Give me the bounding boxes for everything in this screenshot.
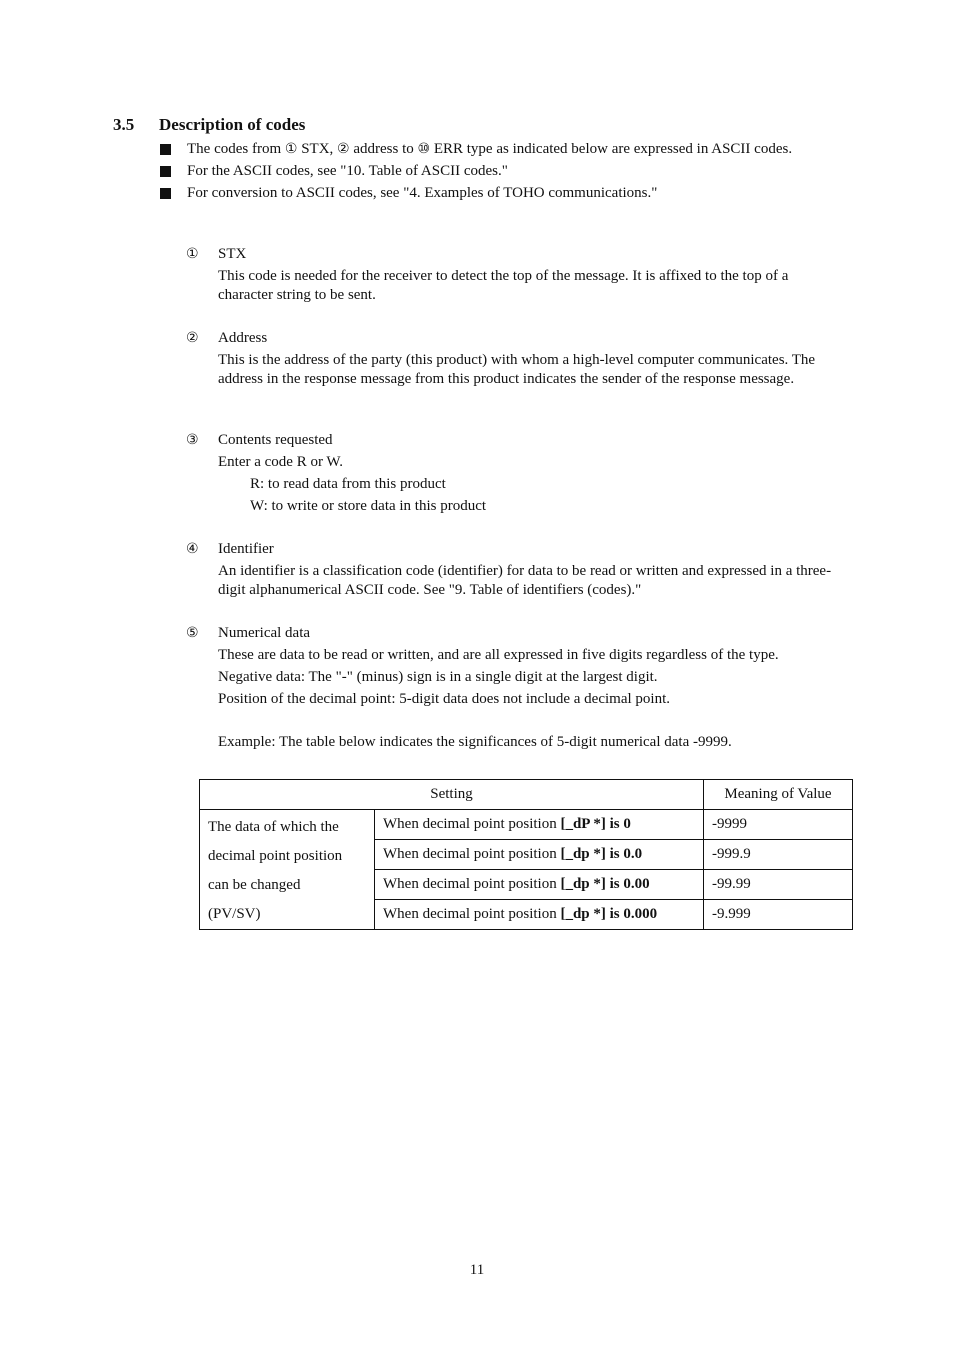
item-description: Enter a code R or W.: [218, 454, 343, 470]
bullet-item: [160, 184, 840, 203]
setting-cell: [375, 870, 704, 900]
example-text: Example: The table below indicates the significances of 5-digit numerical data -9999.: [218, 734, 732, 750]
circled-number: ④: [186, 541, 199, 557]
square-bullet-icon: [160, 188, 171, 199]
value-cell: -9999: [704, 810, 853, 840]
value-cell: -9.999: [704, 900, 853, 930]
setting-cell: [375, 810, 704, 840]
bullet-item: [160, 162, 840, 181]
bullet-list: [160, 140, 840, 206]
setting-code: [_dp *] is 0.000: [560, 906, 658, 922]
header-setting: Setting: [200, 780, 704, 810]
sub-line: R: to read data from this product: [250, 476, 446, 492]
circled-number: ⑩: [417, 141, 431, 157]
bullet-text: ERR type as indicated below are expressed in ASCII codes.: [430, 141, 793, 157]
value-cell: -99.99: [704, 870, 853, 900]
table-row: [200, 810, 853, 840]
setting-code: [_dp *] is 0.00: [560, 876, 650, 892]
item-description: This is the address of the party (this product) with whom a high-level computer communicates. The address in the response message from this product indicates the sender of the response message.: [218, 352, 816, 387]
circled-number: ①: [284, 141, 298, 157]
item-title: Identifier: [218, 541, 274, 557]
setting-code: [_dP *] is 0: [560, 816, 631, 832]
bullet-text: For conversion to ASCII codes, see "4. Examples of TOHO communications.": [187, 185, 658, 201]
page-number: 11: [469, 1262, 485, 1278]
setting-text: When decimal point position: [383, 846, 561, 862]
circled-number: ②: [337, 141, 350, 157]
significance-table: [199, 779, 853, 930]
code-item-address: [186, 329, 836, 392]
item-title: Numerical data: [218, 625, 311, 641]
bullet-text: STX,: [297, 141, 338, 157]
group-line: decimal point position: [208, 848, 343, 864]
code-item-stx: [186, 245, 836, 308]
bullet-text: The codes from: [187, 141, 285, 157]
item-description: Position of the decimal point: 5-digit data does not include a decimal point.: [218, 691, 670, 707]
item-title: STX: [218, 246, 247, 262]
bullet-item: [160, 140, 840, 159]
table-header-row: [200, 780, 853, 810]
item-description: Negative data: The "-" (minus) sign is in a single digit at the largest digit.: [218, 669, 658, 685]
item-title: Address: [218, 330, 268, 346]
group-cell: [200, 810, 375, 930]
square-bullet-icon: [160, 144, 171, 155]
setting-cell: [375, 840, 704, 870]
section-heading: [113, 115, 305, 135]
circled-number: ⑤: [186, 625, 199, 641]
section-number: 3.5: [113, 115, 135, 134]
group-line: (PV/SV): [208, 906, 261, 922]
circled-number: ①: [186, 246, 199, 262]
section-title: Description of codes: [159, 115, 306, 134]
group-line: can be changed: [208, 877, 301, 893]
item-description: These are data to be read or written, and are all expressed in five digits regardless of the type.: [218, 647, 779, 663]
code-item-numerical-data: [186, 624, 836, 755]
item-description: This code is needed for the receiver to detect the top of the message. It is affixed to the top of a character string to be sent.: [218, 268, 789, 303]
group-line: The data of which the: [208, 819, 339, 835]
header-meaning: Meaning of Value: [704, 780, 853, 810]
setting-text: When decimal point position: [383, 876, 561, 892]
code-item-contents-requested: [186, 431, 836, 516]
item-title: Contents requested: [218, 432, 333, 448]
bullet-text: address to: [349, 141, 418, 157]
circled-number: ②: [186, 330, 199, 346]
square-bullet-icon: [160, 166, 171, 177]
circled-number: ③: [186, 432, 199, 448]
setting-code: [_dp *] is 0.0: [560, 846, 643, 862]
setting-text: When decimal point position: [383, 906, 561, 922]
setting-cell: [375, 900, 704, 930]
sub-line: W: to write or store data in this product: [250, 498, 487, 514]
code-item-identifier: [186, 540, 836, 603]
item-description: An identifier is a classification code (identifier) for data to be read or written and expressed in a three-digit alphanumerical ASCII code. See "9. Table of identifiers (codes).": [218, 563, 832, 598]
value-cell: -999.9: [704, 840, 853, 870]
bullet-text: For the ASCII codes, see "10. Table of ASCII codes.": [187, 163, 508, 179]
setting-text: When decimal point position: [383, 816, 561, 832]
